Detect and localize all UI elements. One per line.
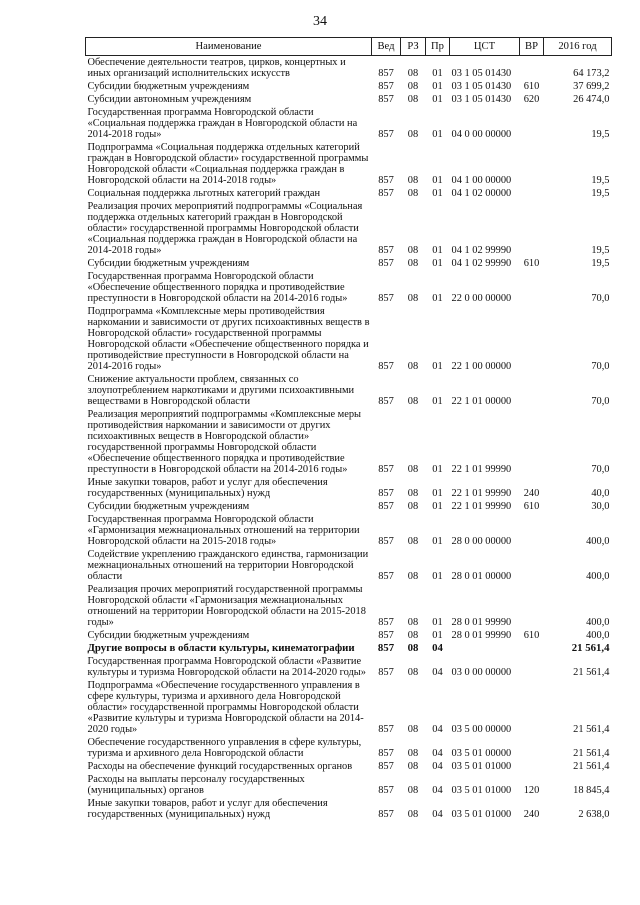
row-sum: 19,5 — [591, 245, 610, 256]
row-cst: 28 0 00 00000 — [451, 536, 512, 547]
row-name: Социальная поддержка льготных категорий граждан — [87, 188, 321, 199]
row-rz: 08 — [407, 175, 419, 186]
row-pr: 01 — [432, 258, 443, 269]
row-ved: 857 — [378, 571, 394, 582]
row-cst: 03 5 01 00000 — [451, 748, 512, 759]
row-pr: 01 — [432, 129, 443, 140]
row-vr — [520, 548, 544, 583]
row-vr — [520, 56, 544, 81]
table-header-row — [86, 38, 612, 56]
row-rz: 08 — [407, 94, 419, 105]
row-pr: 01 — [432, 396, 443, 407]
row-name: Субсидии бюджетным учреждениям — [87, 630, 250, 641]
row-vr — [520, 642, 544, 655]
row-sum: 40,0 — [591, 488, 610, 499]
row-ved: 857 — [378, 536, 394, 547]
row-sum: 64 173,2 — [573, 68, 610, 79]
row-rz: 08 — [407, 630, 419, 641]
header-rz: РЗ — [401, 38, 426, 56]
row-vr: 120 — [523, 785, 540, 796]
row-sum: 70,0 — [591, 396, 610, 407]
row-cst: 03 5 01 01000 — [451, 809, 512, 820]
row-pr: 04 — [432, 785, 443, 796]
row-cst: 22 1 01 99990 — [451, 501, 512, 512]
row-sum: 21 561,4 — [573, 761, 610, 772]
row-rz: 08 — [407, 536, 419, 547]
row-sum: 19,5 — [591, 175, 610, 186]
row-sum: 70,0 — [591, 464, 610, 475]
row-name: Другие вопросы в области культуры, кинематографии — [87, 642, 355, 654]
row-cst: 04 1 02 00000 — [451, 188, 512, 199]
row-cst: 04 1 00 00000 — [451, 175, 512, 186]
row-cst: 22 1 01 00000 — [451, 396, 512, 407]
row-rz: 08 — [407, 396, 419, 407]
row-cst: 03 5 01 01000 — [451, 785, 512, 796]
row-cst: 22 1 01 99990 — [451, 488, 512, 499]
row-name: Расходы на выплаты персоналу государственных (муниципальных) органов — [87, 774, 305, 796]
row-name: Реализация прочих мероприятий подпрограммы «Социальная поддержка отдельных категорий граждан в Новгородской области» государственной программы Новгородской области «Социальная поддержка граждан в Новгородской области на 2014-2018 годы» — [87, 201, 363, 256]
row-name: Субсидии бюджетным учреждениям — [87, 501, 250, 512]
table-row — [86, 187, 612, 200]
row-ved: 857 — [378, 724, 394, 735]
row-name: Государственная программа Новгородской области «Социальная поддержка граждан в Новгородской области на 2014-2018 годы» — [87, 107, 358, 140]
row-cst — [450, 642, 520, 655]
row-ved: 857 — [378, 748, 394, 759]
table-row — [86, 373, 612, 408]
row-vr — [520, 187, 544, 200]
row-vr — [520, 373, 544, 408]
row-rz: 08 — [407, 785, 419, 796]
row-rz: 08 — [407, 464, 419, 475]
row-sum: 21 561,4 — [573, 724, 610, 735]
row-ved: 857 — [378, 245, 394, 256]
table-row — [86, 200, 612, 257]
row-name: Содействие укреплению гражданского единства, гармонизации межнациональных отношений на территории Новгородской области — [87, 549, 369, 582]
row-sum: 2 638,0 — [578, 809, 610, 820]
row-ved: 857 — [378, 94, 394, 105]
row-rz: 08 — [407, 129, 419, 140]
row-ved: 857 — [378, 129, 394, 140]
row-name: Государственная программа Новгородской области «Обеспечение общественного порядка и противодействие преступности в Новгородской области на 2014-2016 годы» — [87, 271, 348, 304]
row-pr: 04 — [432, 667, 443, 678]
row-ved: 857 — [378, 81, 394, 92]
row-rz: 08 — [407, 245, 419, 256]
row-name: Обеспечение деятельности театров, цирков, концертных и иных организаций исполнительских искусств — [87, 57, 346, 79]
row-name: Расходы на обеспечение функций государственных органов — [87, 761, 353, 772]
row-vr: 240 — [523, 488, 540, 499]
row-ved: 857 — [378, 809, 394, 820]
row-rz: 08 — [407, 571, 419, 582]
row-pr: 04 — [432, 724, 443, 735]
row-rz: 08 — [407, 258, 419, 269]
row-cst: 22 1 01 99990 — [451, 464, 512, 475]
row-vr: 610 — [523, 501, 540, 512]
header-name: Наименование — [86, 38, 372, 56]
row-rz: 08 — [407, 667, 419, 678]
row-name: Субсидии бюджетным учреждениям — [87, 81, 250, 92]
row-pr: 04 — [432, 809, 443, 820]
row-sum: 26 474,0 — [573, 94, 610, 105]
table-row — [86, 500, 612, 513]
table-row — [86, 679, 612, 736]
row-name: Снижение актуальности проблем, связанных со злоупотреблением наркотиками и другими психоактивными веществами в Новгородской области — [87, 374, 355, 407]
row-pr: 01 — [432, 617, 443, 628]
row-pr: 01 — [432, 293, 443, 304]
header-cst: ЦСТ — [450, 38, 520, 56]
row-rz: 08 — [407, 724, 419, 735]
row-pr: 01 — [432, 571, 443, 582]
table-row — [86, 305, 612, 373]
row-ved: 857 — [378, 630, 394, 641]
row-rz: 08 — [407, 293, 419, 304]
row-pr: 01 — [432, 245, 443, 256]
row-name: Субсидии автономным учреждениям — [87, 94, 252, 105]
budget-table — [85, 37, 612, 821]
table-row — [86, 141, 612, 187]
row-ved: 857 — [378, 785, 394, 796]
row-ved: 857 — [378, 501, 394, 512]
row-sum: 400,0 — [586, 571, 610, 582]
row-cst: 03 5 01 01000 — [451, 761, 512, 772]
row-name: Государственная программа Новгородской области «Гармонизация межнациональных отношений на территории Новгородской области на 2015-2018 годы» — [87, 514, 360, 547]
table-row — [86, 80, 612, 93]
row-vr — [520, 408, 544, 476]
row-pr: 01 — [432, 630, 443, 641]
row-vr — [520, 679, 544, 736]
row-sum: 400,0 — [586, 617, 610, 628]
row-vr — [520, 106, 544, 141]
table-row — [86, 629, 612, 642]
row-ved: 857 — [378, 293, 394, 304]
table-row — [86, 408, 612, 476]
row-cst: 03 1 05 01430 — [451, 68, 512, 79]
row-pr: 04 — [432, 761, 443, 772]
row-pr: 01 — [432, 68, 443, 79]
row-sum: 30,0 — [591, 501, 610, 512]
row-cst: 04 0 00 00000 — [451, 129, 512, 140]
table-row — [86, 257, 612, 270]
row-rz: 08 — [407, 501, 419, 512]
table-row — [86, 56, 612, 81]
row-vr — [520, 760, 544, 773]
row-pr: 01 — [432, 361, 443, 372]
row-pr: 01 — [432, 464, 443, 475]
row-cst: 04 1 02 99990 — [451, 258, 512, 269]
row-cst: 03 1 05 01430 — [451, 94, 512, 105]
row-rz: 08 — [407, 488, 419, 499]
row-sum: 19,5 — [591, 258, 610, 269]
row-ved: 857 — [378, 617, 394, 628]
row-cst: 04 1 02 99990 — [451, 245, 512, 256]
row-name: Подпрограмма «Обеспечение государственного управления в сфере культуры, туризма и архивного дела Новгородской области» государственной программы Новгородской области «Развитие культуры и туризма Новгородской области на 2014-2020 годы» — [87, 680, 364, 735]
table-row — [86, 773, 612, 797]
row-pr: 01 — [432, 81, 443, 92]
row-rz: 08 — [407, 68, 419, 79]
page-number: 34 — [313, 14, 327, 29]
row-ved: 857 — [378, 761, 394, 772]
row-name: Иные закупки товаров, работ и услуг для обеспечения государственных (муниципальных) нужд — [87, 798, 328, 820]
row-sum: 400,0 — [586, 536, 610, 547]
table-row — [86, 106, 612, 141]
row-rz: 08 — [407, 361, 419, 372]
row-rz: 08 — [407, 642, 419, 654]
row-name: Субсидии бюджетным учреждениям — [87, 258, 250, 269]
table-row — [86, 642, 612, 655]
row-vr: 610 — [523, 81, 540, 92]
row-ved: 857 — [378, 396, 394, 407]
row-vr: 620 — [523, 94, 540, 105]
table-row — [86, 476, 612, 500]
row-vr — [520, 270, 544, 305]
row-ved: 857 — [378, 464, 394, 475]
row-sum: 400,0 — [586, 630, 610, 641]
table-row — [86, 513, 612, 548]
row-cst: 03 1 05 01430 — [451, 81, 512, 92]
table-row — [86, 270, 612, 305]
row-name: Реализация мероприятий подпрограммы «Комплексные меры противодействия наркомании и зависимости от других психоактивных веществ в Новгородской области» государственной программы Новгородской области «Обеспечение общественного порядка и противодействие преступности в Новгородской области на 2014-2016 годы» — [87, 409, 362, 475]
row-sum: 19,5 — [591, 129, 610, 140]
row-vr — [520, 141, 544, 187]
row-rz: 08 — [407, 761, 419, 772]
row-name: Обеспечение государственного управления в сфере культуры, туризма и архивного дела Новгородской области — [87, 737, 362, 759]
header-sum: 2016 год — [544, 38, 612, 56]
row-pr: 04 — [432, 748, 443, 759]
row-cst: 22 0 00 00000 — [451, 293, 512, 304]
row-cst: 28 0 01 00000 — [451, 571, 512, 582]
row-pr: 01 — [432, 488, 443, 499]
header-vr: ВР — [520, 38, 544, 56]
row-vr — [520, 305, 544, 373]
row-sum: 21 561,4 — [573, 748, 610, 759]
row-ved: 857 — [378, 488, 394, 499]
row-vr — [520, 655, 544, 679]
row-sum: 21 561,4 — [573, 667, 610, 678]
row-vr: 610 — [523, 630, 540, 641]
table-row — [86, 583, 612, 629]
row-rz: 08 — [407, 188, 419, 199]
row-sum: 18 845,4 — [573, 785, 610, 796]
row-ved: 857 — [377, 642, 395, 654]
row-pr: 04 — [432, 642, 443, 654]
row-name: Подпрограмма «Социальная поддержка отдельных категорий граждан в Новгородской области» государственной программы Новгородской области «Социальная поддержка граждан в Новгородской области на 2014-2018 годы» — [87, 142, 369, 186]
row-sum: 19,5 — [591, 188, 610, 199]
row-vr — [520, 513, 544, 548]
row-ved: 857 — [378, 258, 394, 269]
row-rz: 08 — [407, 81, 419, 92]
row-pr: 01 — [432, 501, 443, 512]
row-cst: 22 1 00 00000 — [451, 361, 512, 372]
row-vr: 240 — [523, 809, 540, 820]
row-cst: 28 0 01 99990 — [451, 617, 512, 628]
row-cst: 03 5 00 00000 — [451, 724, 512, 735]
table-row — [86, 797, 612, 821]
header-pr: Пр — [426, 38, 450, 56]
table-row — [86, 760, 612, 773]
row-ved: 857 — [378, 68, 394, 79]
row-ved: 857 — [378, 361, 394, 372]
row-sum: 70,0 — [591, 293, 610, 304]
row-ved: 857 — [378, 667, 394, 678]
row-sum: 37 699,2 — [573, 81, 610, 92]
row-cst: 28 0 01 99990 — [451, 630, 512, 641]
row-ved: 857 — [378, 188, 394, 199]
row-rz: 08 — [407, 809, 419, 820]
header-ved: Вед — [372, 38, 401, 56]
row-ved: 857 — [378, 175, 394, 186]
row-pr: 01 — [432, 94, 443, 105]
table-row — [86, 93, 612, 106]
row-name: Государственная программа Новгородской области «Развитие культуры и туризма Новгородской области на 2014-2020 годы» — [87, 656, 366, 678]
row-name: Иные закупки товаров, работ и услуг для обеспечения государственных (муниципальных) нужд — [87, 477, 328, 499]
table-row — [86, 655, 612, 679]
row-cst: 03 0 00 00000 — [451, 667, 512, 678]
row-vr — [520, 200, 544, 257]
row-vr: 610 — [523, 258, 540, 269]
table-row — [86, 736, 612, 760]
row-rz: 08 — [407, 748, 419, 759]
row-pr: 01 — [432, 175, 443, 186]
table-row — [86, 548, 612, 583]
row-name: Подпрограмма «Комплексные меры противодействия наркомании и зависимости от других психоактивных веществ в Новгородской области» государственной программы Новгородской области «Обеспечение общественного порядка и противодействие преступности в Новгородской области на 2014-2016 годы» — [87, 306, 370, 372]
row-sum: 70,0 — [591, 361, 610, 372]
row-pr: 01 — [432, 536, 443, 547]
row-rz: 08 — [407, 617, 419, 628]
row-vr — [520, 736, 544, 760]
row-pr: 01 — [432, 188, 443, 199]
row-sum: 21 561,4 — [571, 642, 610, 654]
row-name: Реализация прочих мероприятий государственной программы Новгородской области «Гармонизация межнациональных отношений на территории Новгородской области на 2015-2018 годы» — [87, 584, 366, 628]
row-vr — [520, 583, 544, 629]
